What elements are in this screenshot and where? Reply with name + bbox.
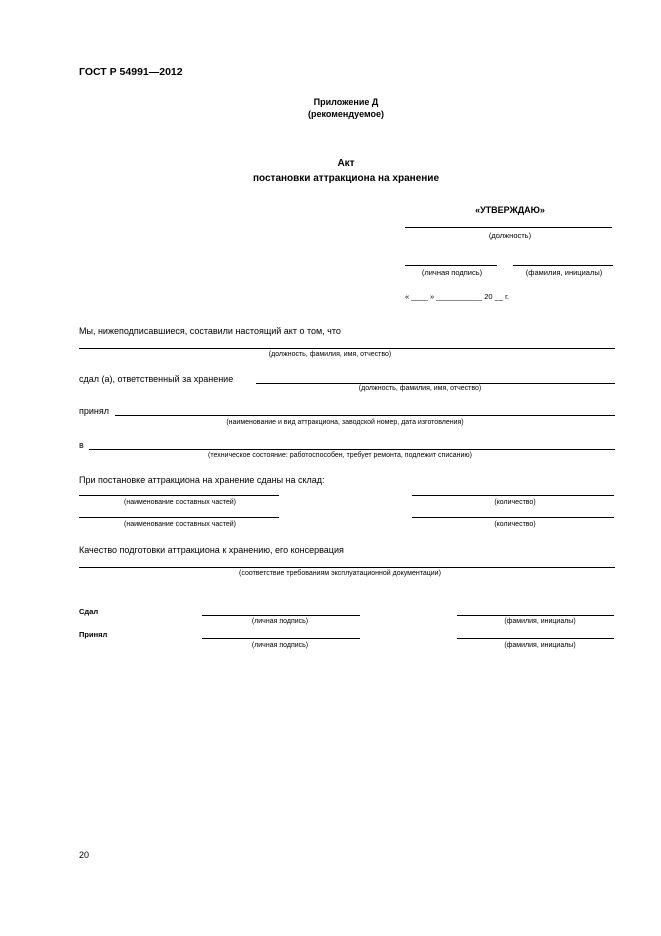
handed-label: сдал (а), ответственный за хранение	[79, 374, 234, 384]
part-qty-line[interactable]	[412, 517, 614, 518]
approval-signature-line[interactable]	[405, 265, 497, 266]
standard-number: ГОСТ Р 54991—2012	[79, 66, 183, 78]
doc-subtitle: постановки аттракциона на хранение	[252, 173, 440, 184]
part-name-line[interactable]	[79, 517, 279, 518]
signature-label-received: Принял	[79, 630, 108, 639]
parts-intro: При постановке аттракциона на хранение сданы на склад:	[79, 475, 325, 485]
signature-name-line[interactable]	[457, 638, 614, 639]
handed-caption: (должность, фамилия, имя, отчество)	[358, 385, 482, 392]
signature-caption: (личная подпись)	[251, 642, 309, 649]
quality-label: Качество подготовки аттракциона к хранению, его консервация	[79, 545, 344, 555]
in-label: в	[79, 440, 84, 450]
approval-name-line[interactable]	[513, 265, 613, 266]
handed-line[interactable]	[256, 383, 615, 384]
approval-name-caption: (фамилия, инициалы)	[525, 268, 603, 277]
received-caption: (наименование и вид аттракциона, заводской номер, дата изготовления)	[226, 419, 464, 426]
page-number: 20	[79, 850, 90, 860]
quality-caption: (соответствие требованиям эксплуатационной документации)	[239, 570, 441, 577]
quality-line[interactable]	[79, 567, 615, 568]
approval-date[interactable]: « ____ » ___________ 20 __ г.	[405, 292, 510, 301]
appendix-type: (рекомендуемое)	[308, 109, 384, 119]
part-name-caption: (наименование составных частей)	[124, 521, 236, 528]
part-qty-caption: (количество)	[494, 521, 536, 528]
signature-name-caption: (фамилия, инициалы)	[504, 618, 576, 625]
part-name-caption: (наименование составных частей)	[124, 499, 236, 506]
in-line[interactable]	[89, 449, 615, 450]
in-caption: (техническое состояние: работоспособен, требует ремонта, подлежит списанию)	[208, 452, 472, 459]
intro-text: Мы, нижеподписавшиеся, составили настоящий акт о том, что	[79, 326, 341, 336]
intro-caption: (должность, фамилия, имя, отчество)	[268, 351, 392, 358]
doc-title: Акт	[337, 158, 355, 169]
signature-line[interactable]	[202, 638, 360, 639]
position-caption: (должность)	[488, 231, 532, 240]
approval-signature-caption: (личная подпись)	[421, 268, 483, 277]
received-line[interactable]	[115, 415, 615, 416]
part-name-line[interactable]	[79, 495, 279, 496]
appendix-title: Приложение Д	[313, 97, 379, 107]
approval-label: «УТВЕРЖДАЮ»	[475, 205, 545, 215]
position-line[interactable]	[405, 227, 612, 228]
signature-label-handed: Сдал	[79, 607, 99, 616]
signature-name-caption: (фамилия, инициалы)	[504, 642, 576, 649]
signature-line[interactable]	[202, 615, 360, 616]
signature-caption: (личная подпись)	[251, 618, 309, 625]
intro-line[interactable]	[79, 348, 615, 349]
received-label: принял	[79, 406, 110, 416]
part-qty-line[interactable]	[412, 495, 614, 496]
signature-name-line[interactable]	[457, 615, 614, 616]
part-qty-caption: (количество)	[494, 499, 536, 506]
